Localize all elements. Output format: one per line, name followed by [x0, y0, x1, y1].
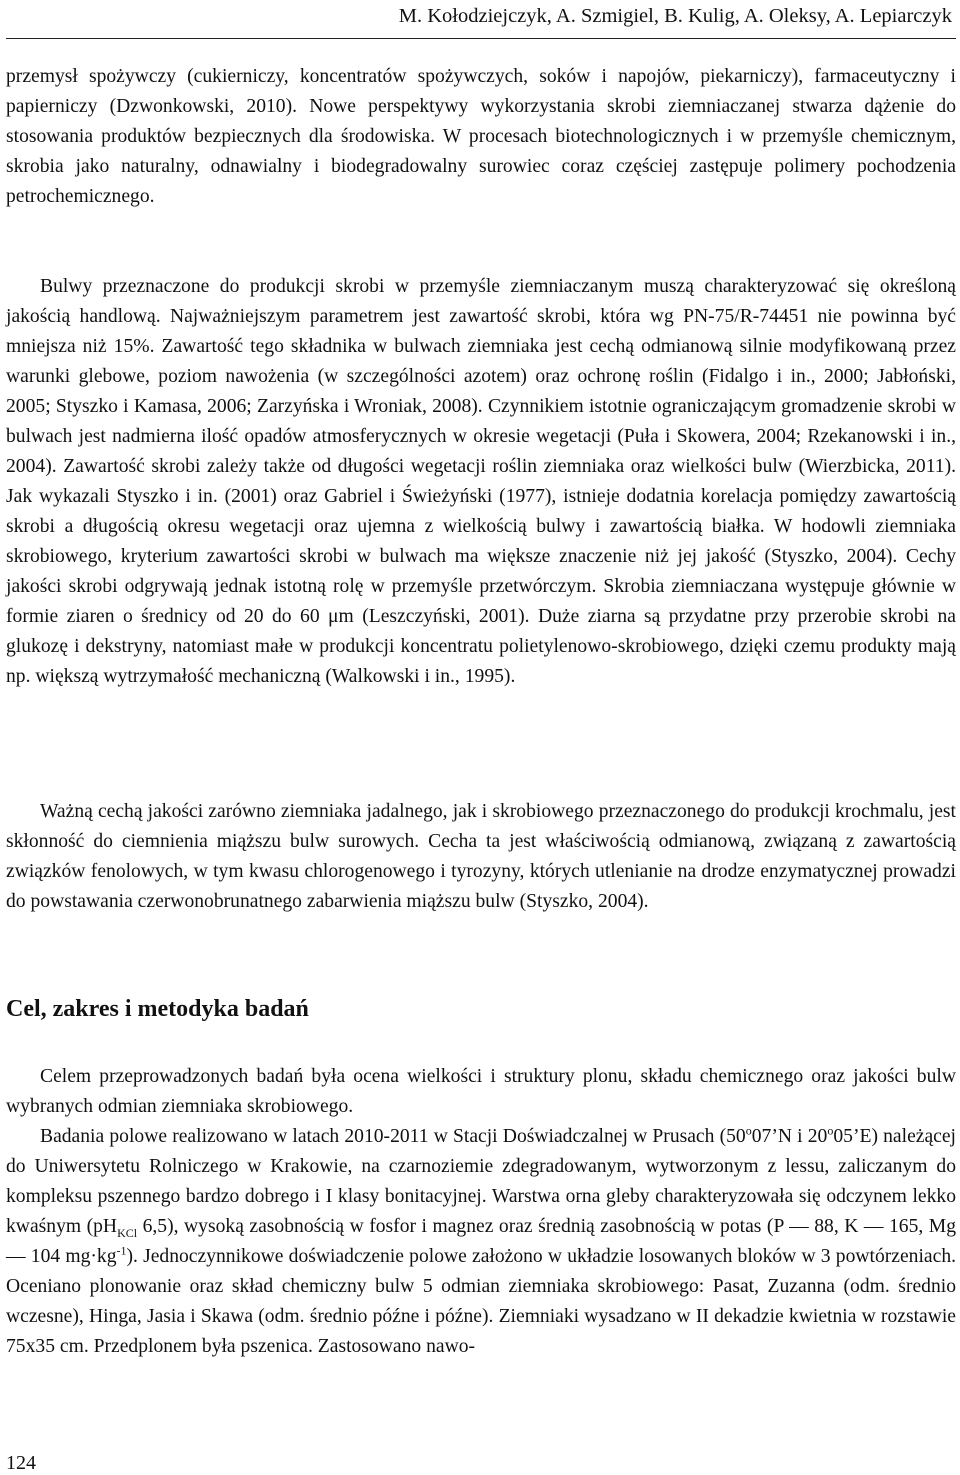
- methods-text-c: 05’E) należącej do Uniwersytetu Rolniczego w Krakowie, na czarnoziemie zdegradowanym, wytworzonym z lessu, zaliczanym do kompleksu pszennego bardzo dobrego i I klasy bonitacyjnej. Warstwa orna gleby charakteryzowała się odczynem lekko kwaśnym (pH: [6, 1126, 956, 1237]
- paragraph-starch-content: [6, 272, 956, 692]
- section-heading: Cel, zakres i metodyka badań: [6, 996, 309, 1022]
- paragraph-methods: [6, 1122, 956, 1362]
- paragraph-text: Bulwy przeznaczone do produkcji skrobi w przemyśle ziemniaczanym muszą charakteryzować się określoną jakością handlową. Najważniejszym parametrem jest zawartość skrobi, która wg PN-75/R-74451 nie powinna być mniejsza niż 15%. Zawartość tego składnika w bulwach ziemniaka jest cechą odmianową silnie modyfikowaną przez warunki glebowe, poziom nawożenia (w szczególności azotem) oraz ochronę roślin (Fidalgo i in., 2000; Jabłoński, 2005; Styszko i Kamasa, 2006; Zarzyńska i Wroniak, 2008). Czynnikiem istotnie ograniczającym gromadzenie skrobi w bulwach jest nadmierna ilość opadów atmosferycznych w okresie wegetacji (Puła i Skowera, 2004; Rzekanowski i in., 2004). Zawartość skrobi zależy także od długości wegetacji roślin ziemniaka oraz wielkości bulw (Wierzbicka, 2011). Jak wykazali Styszko i in. (2001) oraz Gabriel i Świeżyński (1977), istnieje dodatnia korelacja pomiędzy zawartością skrobi a długością okresu wegetacji oraz ujemna z wielkością bulwy i zawartością białka. W hodowli ziemniaka skrobiowego, kryterium zawartości skrobi w bulwach ma większe znaczenie niż jej jakość (Styszko, 2004). Cechy jakości skrobi odgrywają jednak istotną rolę w przemyśle przetwórczym. Skrobia ziemniaczana występuje głównie w formie ziaren o średnicy od 20 do 60 μm (Leszczyński, 2001). Duże ziarna są przydatne przy przerobie skrobi na glukozę i dekstryny, natomiast małe w produkcji koncentratu polietylenowo-skrobiowego, dzięki czemu produkty mają np. większą wytrzymałość mechaniczną (Walkowski i in., 1995).: [6, 276, 956, 687]
- paragraph-text: przemysł spożywczy (cukierniczy, koncentratów spożywczych, soków i napojów, piekarniczy), farmaceutyczny i papierniczy (Dzwonkowski, 2010). Nowe perspektywy wykorzystania skrobi ziemniaczanej stwarza dążenie do stosowania produktów bezpiecznych dla środowiska. W procesach biotechnologicznych i w przemyśle chemicznym, skrobia jako naturalny, odnawialny i biodegradowalny surowiec coraz częściej zastępuje polimery pochodzenia petrochemicznego.: [6, 66, 956, 207]
- page-number: 124: [6, 1452, 36, 1474]
- paragraph-text: Ważną cechą jakości zarówno ziemniaka jadalnego, jak i skrobiowego przeznaczonego do produkcji krochmalu, jest skłonność do ciemnienia miąższu bulw surowych. Cecha ta jest właściwością odmianową, związaną z zawartością związków fenolowych, w tym kwasu chlorogenowego i tyrozyny, których utlenianie na drodze enzymatycznej prowadzi do powstawania czerwonobrunatnego zabarwienia miąższu bulw (Styszko, 2004).: [6, 801, 956, 912]
- paragraph-industry-uses: [6, 62, 956, 212]
- methods-text-d: 6,5), wysoką zasobnością w fosfor i magnez oraz średnią zasobnością w potas (P — 88, K — 165, Mg — 104 mg·kg: [6, 1216, 956, 1267]
- ph-subscript: KCl: [117, 1225, 138, 1240]
- paragraph-aim: [6, 1062, 956, 1122]
- methods-text-a: Badania polowe realizowano w latach 2010-2011 w Stacji Doświadczalnej w Prusach (50: [40, 1126, 746, 1147]
- methods-text-e: ). Jednoczynnikowe doświadczenie polowe założono w układzie losowanych bloków w 3 powtórzeniach. Oceniano plonowanie oraz skład chemiczny bulw 5 odmian ziemniaka skrobiowego: Pasat, Zuzanna (odm. średnio wczesne), Hinga, Jasia i Skawa (odm. średnio późne i późne). Ziemniaki wysadzano w II dekadzie kwietnia w rozstawie 75x35 cm. Przedplonem była pszenica. Zastosowano nawo-: [6, 1246, 957, 1357]
- methods-text-b: 07’N i 20: [751, 1126, 828, 1147]
- degree-symbol: o: [745, 1123, 752, 1138]
- paragraph-text: Celem przeprowadzonych badań była ocena wielkości i struktury plonu, składu chemicznego oraz jakości bulw wybranych odmian ziemniaka skrobiowego.: [6, 1066, 956, 1117]
- paragraph-darkening: [6, 797, 956, 917]
- header-rule: [6, 38, 956, 39]
- degree-symbol: o: [827, 1123, 834, 1138]
- unit-superscript: -1: [116, 1243, 127, 1258]
- running-head-authors: M. Kołodziejczyk, A. Szmigiel, B. Kulig, A. Oleksy, A. Lepiarczyk: [398, 5, 952, 27]
